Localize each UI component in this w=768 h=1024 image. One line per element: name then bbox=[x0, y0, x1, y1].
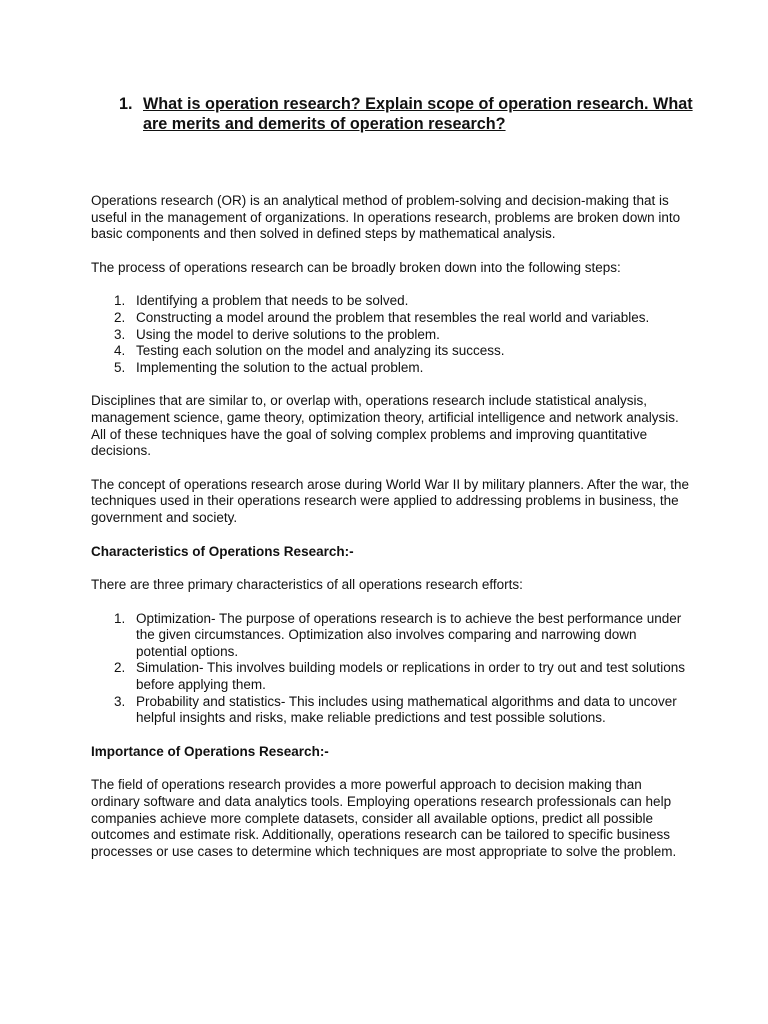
list-item-number: 3. bbox=[114, 693, 126, 709]
list-item bbox=[91, 360, 691, 377]
characteristics-heading: Characteristics of Operations Research:- bbox=[91, 543, 354, 559]
list-item-text: Testing each solution on the model and analyzing its success. bbox=[136, 343, 505, 359]
list-item-text: Identifying a problem that needs to be solved. bbox=[136, 293, 409, 309]
list-item-number: 2. bbox=[114, 309, 126, 325]
process-steps-list bbox=[91, 293, 691, 376]
characteristics-list bbox=[91, 611, 691, 727]
list-item bbox=[91, 611, 691, 661]
list-item-number: 1. bbox=[114, 293, 126, 309]
characteristics-intro: There are three primary characteristics of all operations research efforts: bbox=[91, 577, 523, 593]
list-item-text: Optimization- The purpose of operations research is to achieve the best performance under the given circumstances. Optimization also involves comparing and narrowing down potential options. bbox=[136, 610, 682, 659]
list-item-number: 1. bbox=[114, 610, 126, 626]
process-intro-paragraph: The process of operations research can be broadly broken down into the following steps: bbox=[91, 259, 621, 275]
list-item bbox=[91, 660, 691, 693]
list-item bbox=[91, 694, 691, 727]
disciplines-paragraph: Disciplines that are similar to, or overlap with, operations research include statistical analysis, management science, game theory, optimization theory, artificial intelligence and network analysis. All of these techniques have the goal of solving complex problems and improving quantitative decisions. bbox=[91, 393, 679, 459]
list-item-text: Probability and statistics- This includes using mathematical algorithms and data to uncover helpful insights and risks, make reliable predictions and test possible solutions. bbox=[136, 693, 677, 726]
list-item-number: 5. bbox=[114, 359, 126, 375]
importance-paragraph: The field of operations research provides a more powerful approach to decision making than ordinary software and data analytics tools. Employing operations research professionals can help companies achieve more complete datasets, consider all available options, predict all possible outcomes and estimate risk. Additionally, operations research can be tailored to specific business processes or use cases to determine which techniques are most appropriate to solve the problem. bbox=[91, 777, 677, 859]
document-body bbox=[91, 193, 691, 877]
question-heading bbox=[119, 94, 719, 134]
list-item-number: 2. bbox=[114, 660, 126, 676]
question-text: What is operation research? Explain scope of operation research. What are merits and demerits of operation research? bbox=[143, 95, 693, 133]
list-item bbox=[91, 310, 691, 327]
list-item-text: Implementing the solution to the actual problem. bbox=[136, 359, 424, 375]
history-paragraph: The concept of operations research arose during World War II by military planners. After the war, the techniques used in their operations research were applied to addressing problems in business, the government and society. bbox=[91, 476, 690, 525]
list-item-text: Constructing a model around the problem that resembles the real world and variables. bbox=[136, 309, 650, 325]
list-item bbox=[91, 293, 691, 310]
list-item bbox=[91, 327, 691, 344]
intro-paragraph: Operations research (OR) is an analytical method of problem-solving and decision-making that is useful in the management of organizations. In operations research, problems are broken down into basic components and then solved in defined steps by mathematical analysis. bbox=[91, 193, 681, 242]
list-item bbox=[91, 343, 691, 360]
list-item-number: 4. bbox=[114, 343, 126, 359]
question-number: 1. bbox=[119, 95, 133, 113]
importance-heading: Importance of Operations Research:- bbox=[91, 743, 329, 759]
list-item-text: Using the model to derive solutions to the problem. bbox=[136, 326, 440, 342]
list-item-text: Simulation- This involves building models or replications in order to try out and test solutions before applying them. bbox=[136, 660, 686, 693]
list-item-number: 3. bbox=[114, 326, 126, 342]
